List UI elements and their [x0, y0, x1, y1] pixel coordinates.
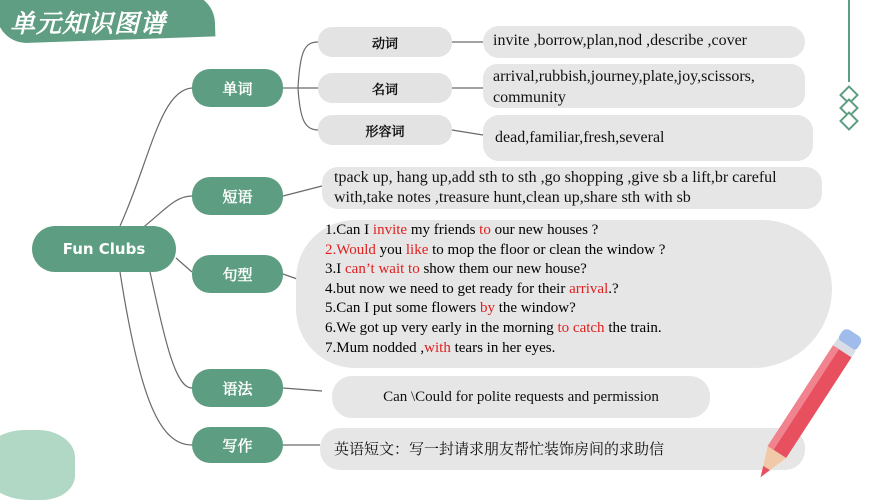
- sentence-item: [325, 260, 665, 280]
- sentence-text: to mop the floor or clean the window ?: [428, 241, 666, 258]
- sentence-text: .?: [608, 280, 619, 297]
- adj-list: dead,familiar,fresh,several: [483, 115, 813, 161]
- verb-list: invite ,borrow,plan,nod ,describe ,cover: [483, 26, 805, 58]
- sentence-list: [325, 221, 665, 358]
- sentence-keyword: invite: [372, 222, 408, 238]
- phrases-box: tpack up, hang up,add sth to sth ,go shopping ,give sb a lift,br careful with,take notes ,treasure hunt,clean up,share sth with sb: [322, 167, 822, 209]
- word-type-adj: 形容词: [318, 115, 452, 145]
- sentence-text: 5.Can I put some flowers: [325, 300, 480, 317]
- writing-box: 英语短文：写一封请求朋友帮忙装饰房间的求助信: [320, 428, 805, 470]
- sentence-item: [325, 221, 665, 241]
- sentence-text: the window?: [494, 300, 576, 317]
- pencil-icon: [755, 318, 870, 488]
- sentence-text: you: [375, 241, 406, 258]
- sentence-keyword: like: [405, 241, 429, 258]
- word-type-verb: 动词: [318, 27, 452, 57]
- sentence-text: show them our new house?: [419, 261, 587, 278]
- sentence-keyword: to catch: [557, 319, 605, 336]
- sentence-text: 4.but now we need to get ready for their: [325, 280, 570, 297]
- sentence-text: tears in her eyes.: [450, 339, 556, 356]
- sentence-item: [325, 339, 665, 359]
- sentence-keyword: arrival: [569, 280, 609, 297]
- sentence-text: the train.: [604, 319, 662, 336]
- branch-writing: 写作: [192, 427, 283, 463]
- page-title: 单元知识图谱: [10, 9, 167, 38]
- sentence-keyword: with: [424, 339, 451, 356]
- sentence-keyword: by: [479, 300, 495, 317]
- noun-list: arrival,rubbish,journey,plate,joy,scissors, community: [483, 64, 805, 108]
- sentence-text: our new houses ?: [490, 222, 599, 238]
- sentence-text: 7.Mum nodded ,: [325, 339, 425, 356]
- sentence-keyword: to: [479, 222, 491, 238]
- sentence-item: [325, 280, 665, 300]
- branch-phrases: 短语: [192, 177, 283, 215]
- grammar-box: Can \Could for polite requests and permission: [332, 376, 710, 418]
- sentence-item: [325, 299, 665, 319]
- sentence-text: 3.I: [325, 261, 345, 278]
- sentence-text: 6.We got up very early in the morning: [325, 319, 558, 336]
- sentence-text: my friends: [407, 222, 480, 238]
- branch-sentences: 句型: [192, 255, 283, 293]
- sentence-item: [325, 319, 665, 339]
- sentence-text: 1.Can I: [325, 222, 373, 238]
- branch-words: 单词: [192, 69, 283, 107]
- branch-grammar: 语法: [192, 369, 283, 407]
- sentence-keyword: can’t wait to: [345, 261, 420, 278]
- sentence-item: [325, 241, 665, 261]
- root-node: Fun Clubs: [32, 226, 176, 272]
- word-type-noun: 名词: [318, 73, 452, 103]
- sentence-keyword: 2.Would: [325, 241, 376, 258]
